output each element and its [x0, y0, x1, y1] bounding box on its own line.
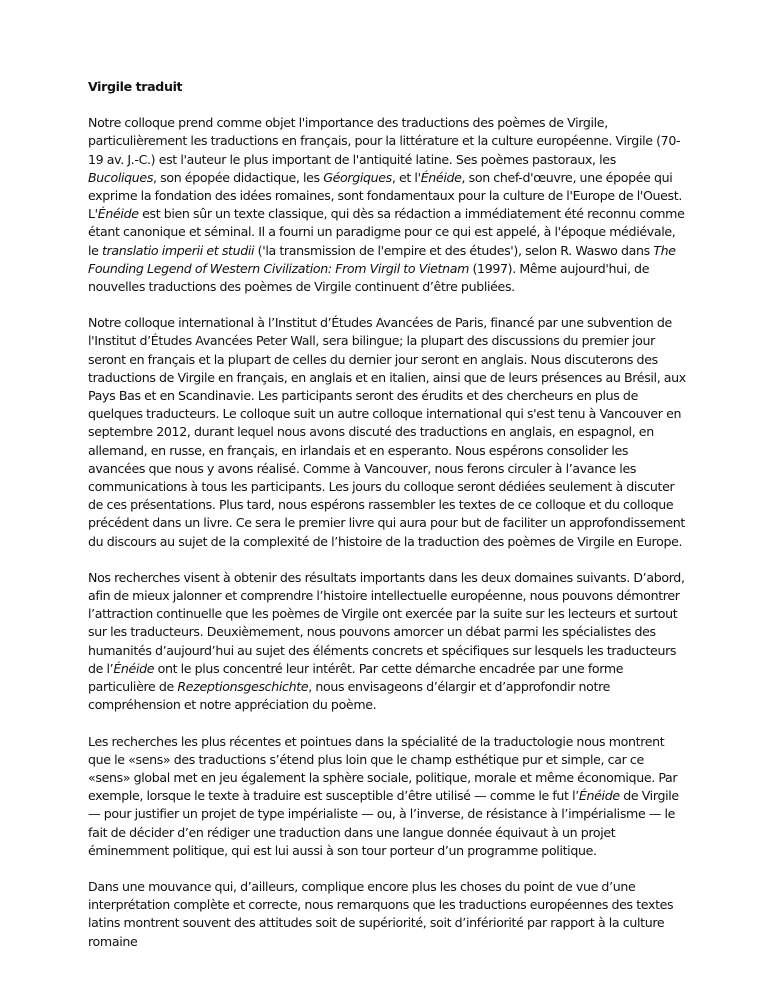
- italic-title-eneide: Énéide: [420, 169, 462, 185]
- text-segment: (1997). Même aujourd'hui, de nouvelles traductions des poèmes de Virgile continuent d’être publiées.: [88, 260, 650, 295]
- paragraph-european-translations: Dans une mouvance qui, d’ailleurs, complique encore plus les choses du point de vue d’une interprétation complète et correcte, nous remarquons que les traductions européennes des textes latins montrent souvent des attitudes soit de supériorité, soit d’infériorité par rapport à la culture romaine: [88, 878, 674, 949]
- text-segment: de Virgile — pour justifier un projet de type impérialiste — ou, à l’inverse, de résistance à l’impérialisme — le fait de décider d’en rédiger une traduction dans une langue donnée équivaut à un projet éminemment politique, qui est lui aussi à son tour porteur d’un programme politique.: [88, 788, 679, 858]
- italic-term-rezeptionsgeschichte: Rezeptionsgeschichte: [177, 679, 309, 695]
- document-title: Virgile traduit: [88, 79, 183, 94]
- text-segment: , nous envisageons d’élargir et d’approfondir notre compréhension et notre appréciation du poème.: [88, 679, 611, 713]
- text-segment: Notre colloque prend comme objet l'importance des traductions des poèmes de Virgile, particulièrement les traductions en français, pour la littérature et la culture européenne. Virgile (70-19 av. J.-C.) est l'auteur le plus important de l'antiquité latine. Ses poèmes pastoraux, les: [88, 115, 681, 167]
- text-segment: , son épopée didactique, les: [153, 169, 324, 185]
- italic-phrase-translatio: translatio imperii et studii: [102, 242, 255, 258]
- text-segment: est bien sûr un texte classique, qui dès sa rédaction a immédiatement été reconnu comme étant canonique et séminal. Il a fourni un paradigme pour ce qui est appelé, à l'époque médiévale, le: [88, 206, 685, 258]
- paragraph-research-goals: [88, 569, 686, 715]
- italic-title-bucoliques: Bucoliques: [88, 169, 154, 185]
- italic-title-eneide: Énéide: [113, 660, 155, 676]
- paragraph-introduction: [88, 114, 686, 296]
- text-segment: ('la transmission de l'empire et des études'), selon R. Waswo dans: [254, 242, 654, 258]
- document-page: [88, 78, 686, 969]
- italic-title-georgiques: Géorgiques: [323, 169, 392, 185]
- text-segment: Nos recherches visent à obtenir des résultats importants dans les deux domaines suivants. D’abord, afin de mieux jalonner et comprendre l’histoire intellectuelle européenne, nous pouvons démontrer l’attraction continuelle que les poèmes de Virgile ont exercée par la suite sur les lecteurs et surtout sur les traducteurs. Deuxièmement, nous pouvons amorcer un débat parmi les spécialistes des humanités d’aujourd’hui au sujet des éléments concrets et spécifiques sur lesquels les traducteurs de l’: [88, 569, 685, 676]
- italic-title-eneide: Énéide: [578, 788, 620, 804]
- italic-title-eneide: Énéide: [97, 206, 139, 222]
- text-segment: , son chef-d'œuvre, une épopée qui exprime la fondation des idées romaines, sont fondamentaux pour la culture de l'Europe de l'Ouest. L': [88, 169, 683, 222]
- text-segment: Les recherches les plus récentes et pointues dans la spécialité de la traductologie nous montrent que le «sens» des traductions s’étend plus loin que le champ esthétique pur et simple, car ce «sens» global met en jeu également la sphère sociale, politique, morale et même économique. Par exemple, lorsque le texte à traduire est susceptible d’être utilisé — comme le fut l’: [88, 733, 678, 804]
- text-segment: , et l': [391, 169, 421, 185]
- paragraph-translation-studies: [88, 733, 686, 860]
- text-segment: ont le plus concentré leur intérêt. Par cette démarche encadrée par une forme particulière de: [88, 660, 624, 695]
- italic-book-title: The Founding Legend of Western Civilization: From Virgil to Vietnam: [88, 242, 676, 276]
- paragraph-colloquium: Notre colloque international à l’Institut d’Études Avancées de Paris, financé par une subvention de l'Institut d’Études Avancées Peter Wall, sera bilingue; la plupart des discussions du premier jour seront en français et la plupart de celles du dernier jour seront en anglais. Nous discuterons des traductions de Virgile en français, en anglais et en italien, ainsi que de leurs présences au Brésil, aux Pays Bas et en Scandinavie. Les participants seront des érudits et des chercheurs en plus de quelques traducteurs. Le colloque suit un autre colloque international qui s'est tenu à Vancouver en septembre 2012, durant lequel nous avons discuté des traductions en anglais, en espagnol, en allemand, en russe, en français, en irlandais et en esperanto. Nous espérons consolider les avancées que nous y avons réalisé. Comme à Vancouver, nous ferons circuler à l’avance les communications à tous les participants. Les jours du colloque seront dédiées seulement à discuter de ces présentations. Plus tard, nous espérons rassembler les textes de ce colloque et du colloque précédent dans un livre. Ce sera le premier livre qui aura pour but de faciliter un approfondissement du discours au sujet de la complexité de l’histoire de la traduction des poèmes de Virgile en Europe.: [88, 315, 686, 549]
